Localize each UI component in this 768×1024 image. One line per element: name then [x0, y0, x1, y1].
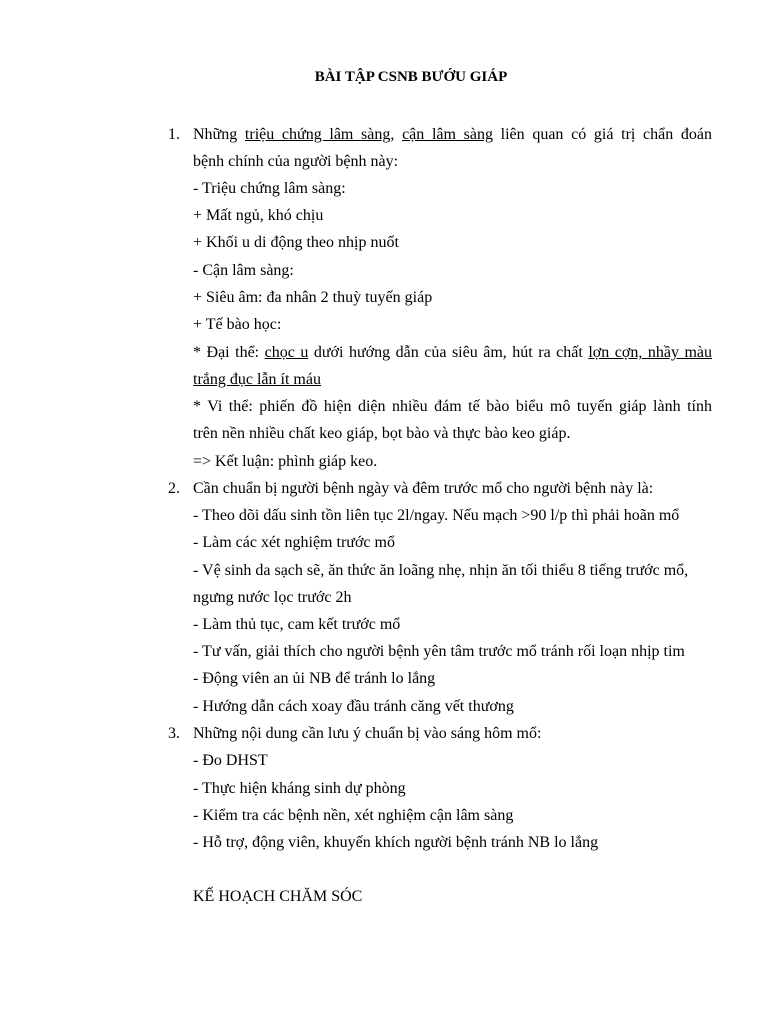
- q1-line-13: => Kết luận: phình giáp keo.: [193, 453, 378, 470]
- q3-line-5: - Hỗ trợ, động viên, khuyến khích người bệnh tránh NB lo lắng: [193, 834, 599, 851]
- q2-line-8: - Động viên an ủi NB để tránh lo lắng: [193, 670, 436, 687]
- underlined-term: trắng đục lẫn ít máu: [193, 371, 321, 388]
- q1-line-2: bệnh chính của người bệnh này:: [193, 153, 399, 170]
- document-title: BÀI TẬP CSNB BƯỚU GIÁP: [314, 69, 508, 85]
- q1-text: liên quan có giá trị chẩn đoán: [492, 126, 713, 143]
- q3-line-1: Những nội dung cần lưu ý chuẩn bị vào sáng hôm mổ:: [193, 725, 542, 742]
- q1-line-11: * Vi thể: phiến đồ hiện diện nhiều đám tế bào biểu mô tuyến giáp lành tính: [193, 398, 712, 415]
- q2-line-6: - Làm thủ tục, cam kết trước mổ: [193, 616, 401, 633]
- q1-text: ,: [390, 126, 403, 143]
- item-number-2: 2.: [168, 480, 180, 497]
- underlined-term: chọc u: [264, 344, 309, 361]
- q1-line-3: - Triệu chứng lâm sàng:: [193, 180, 346, 197]
- q1-text: * Đại thể:: [193, 344, 265, 361]
- q1-line-12: trên nền nhiều chất keo giáp, bọt bào và thực bào keo giáp.: [193, 425, 571, 442]
- q1-line-9: [193, 343, 712, 363]
- q1-line-5: + Khối u di động theo nhịp nuốt: [193, 234, 399, 251]
- q2-line-2: - Theo dõi dấu sinh tồn liên tục 2l/ngay. Nếu mạch >90 l/p thì phải hoãn mổ: [193, 507, 680, 524]
- q1-line-6: - Cận lâm sàng:: [193, 262, 294, 279]
- underlined-term: cận lâm sàng: [402, 126, 493, 143]
- q2-line-9: - Hướng dẫn cách xoay đầu tránh căng vết thương: [193, 698, 514, 715]
- q1-line-7: + Siêu âm: đa nhân 2 thuỳ tuyến giáp: [193, 289, 433, 306]
- underlined-term: lợn cợn, nhầy màu: [588, 344, 713, 361]
- q3-line-4: - Kiểm tra các bệnh nền, xét nghiệm cận lâm sàng: [193, 807, 514, 824]
- q1-line-10: [193, 370, 712, 390]
- q1-text: dưới hướng dẫn của siêu âm, hút ra chất: [308, 344, 589, 361]
- q1-text: Những: [193, 126, 245, 143]
- q2-line-1: Cần chuẩn bị người bệnh ngày và đêm trước mổ cho người bệnh này là:: [193, 480, 654, 497]
- item-number-3: 3.: [168, 725, 180, 742]
- q3-line-3: - Thực hiện kháng sinh dự phòng: [193, 780, 406, 797]
- underlined-term: triệu chứng lâm sàng: [244, 126, 391, 143]
- care-plan-heading: KẾ HOẠCH CHĂM SÓC: [193, 888, 363, 905]
- q1-line-1: [193, 125, 712, 145]
- q2-line-7: - Tư vấn, giải thích cho người bệnh yên tâm trước mổ tránh rối loạn nhịp tim: [193, 643, 685, 660]
- q3-line-2: - Đo DHST: [193, 752, 268, 769]
- q2-line-3: - Làm các xét nghiệm trước mổ: [193, 534, 395, 551]
- q2-line-5: ngưng nước lọc trước 2h: [193, 589, 352, 606]
- item-number-1: 1.: [168, 126, 180, 143]
- q1-line-8: + Tế bào học:: [193, 316, 282, 333]
- q1-line-4: + Mất ngủ, khó chịu: [193, 207, 324, 224]
- q2-line-4: - Vệ sinh da sạch sẽ, ăn thức ăn loãng nhẹ, nhịn ăn tối thiểu 8 tiếng trước mổ,: [193, 562, 689, 579]
